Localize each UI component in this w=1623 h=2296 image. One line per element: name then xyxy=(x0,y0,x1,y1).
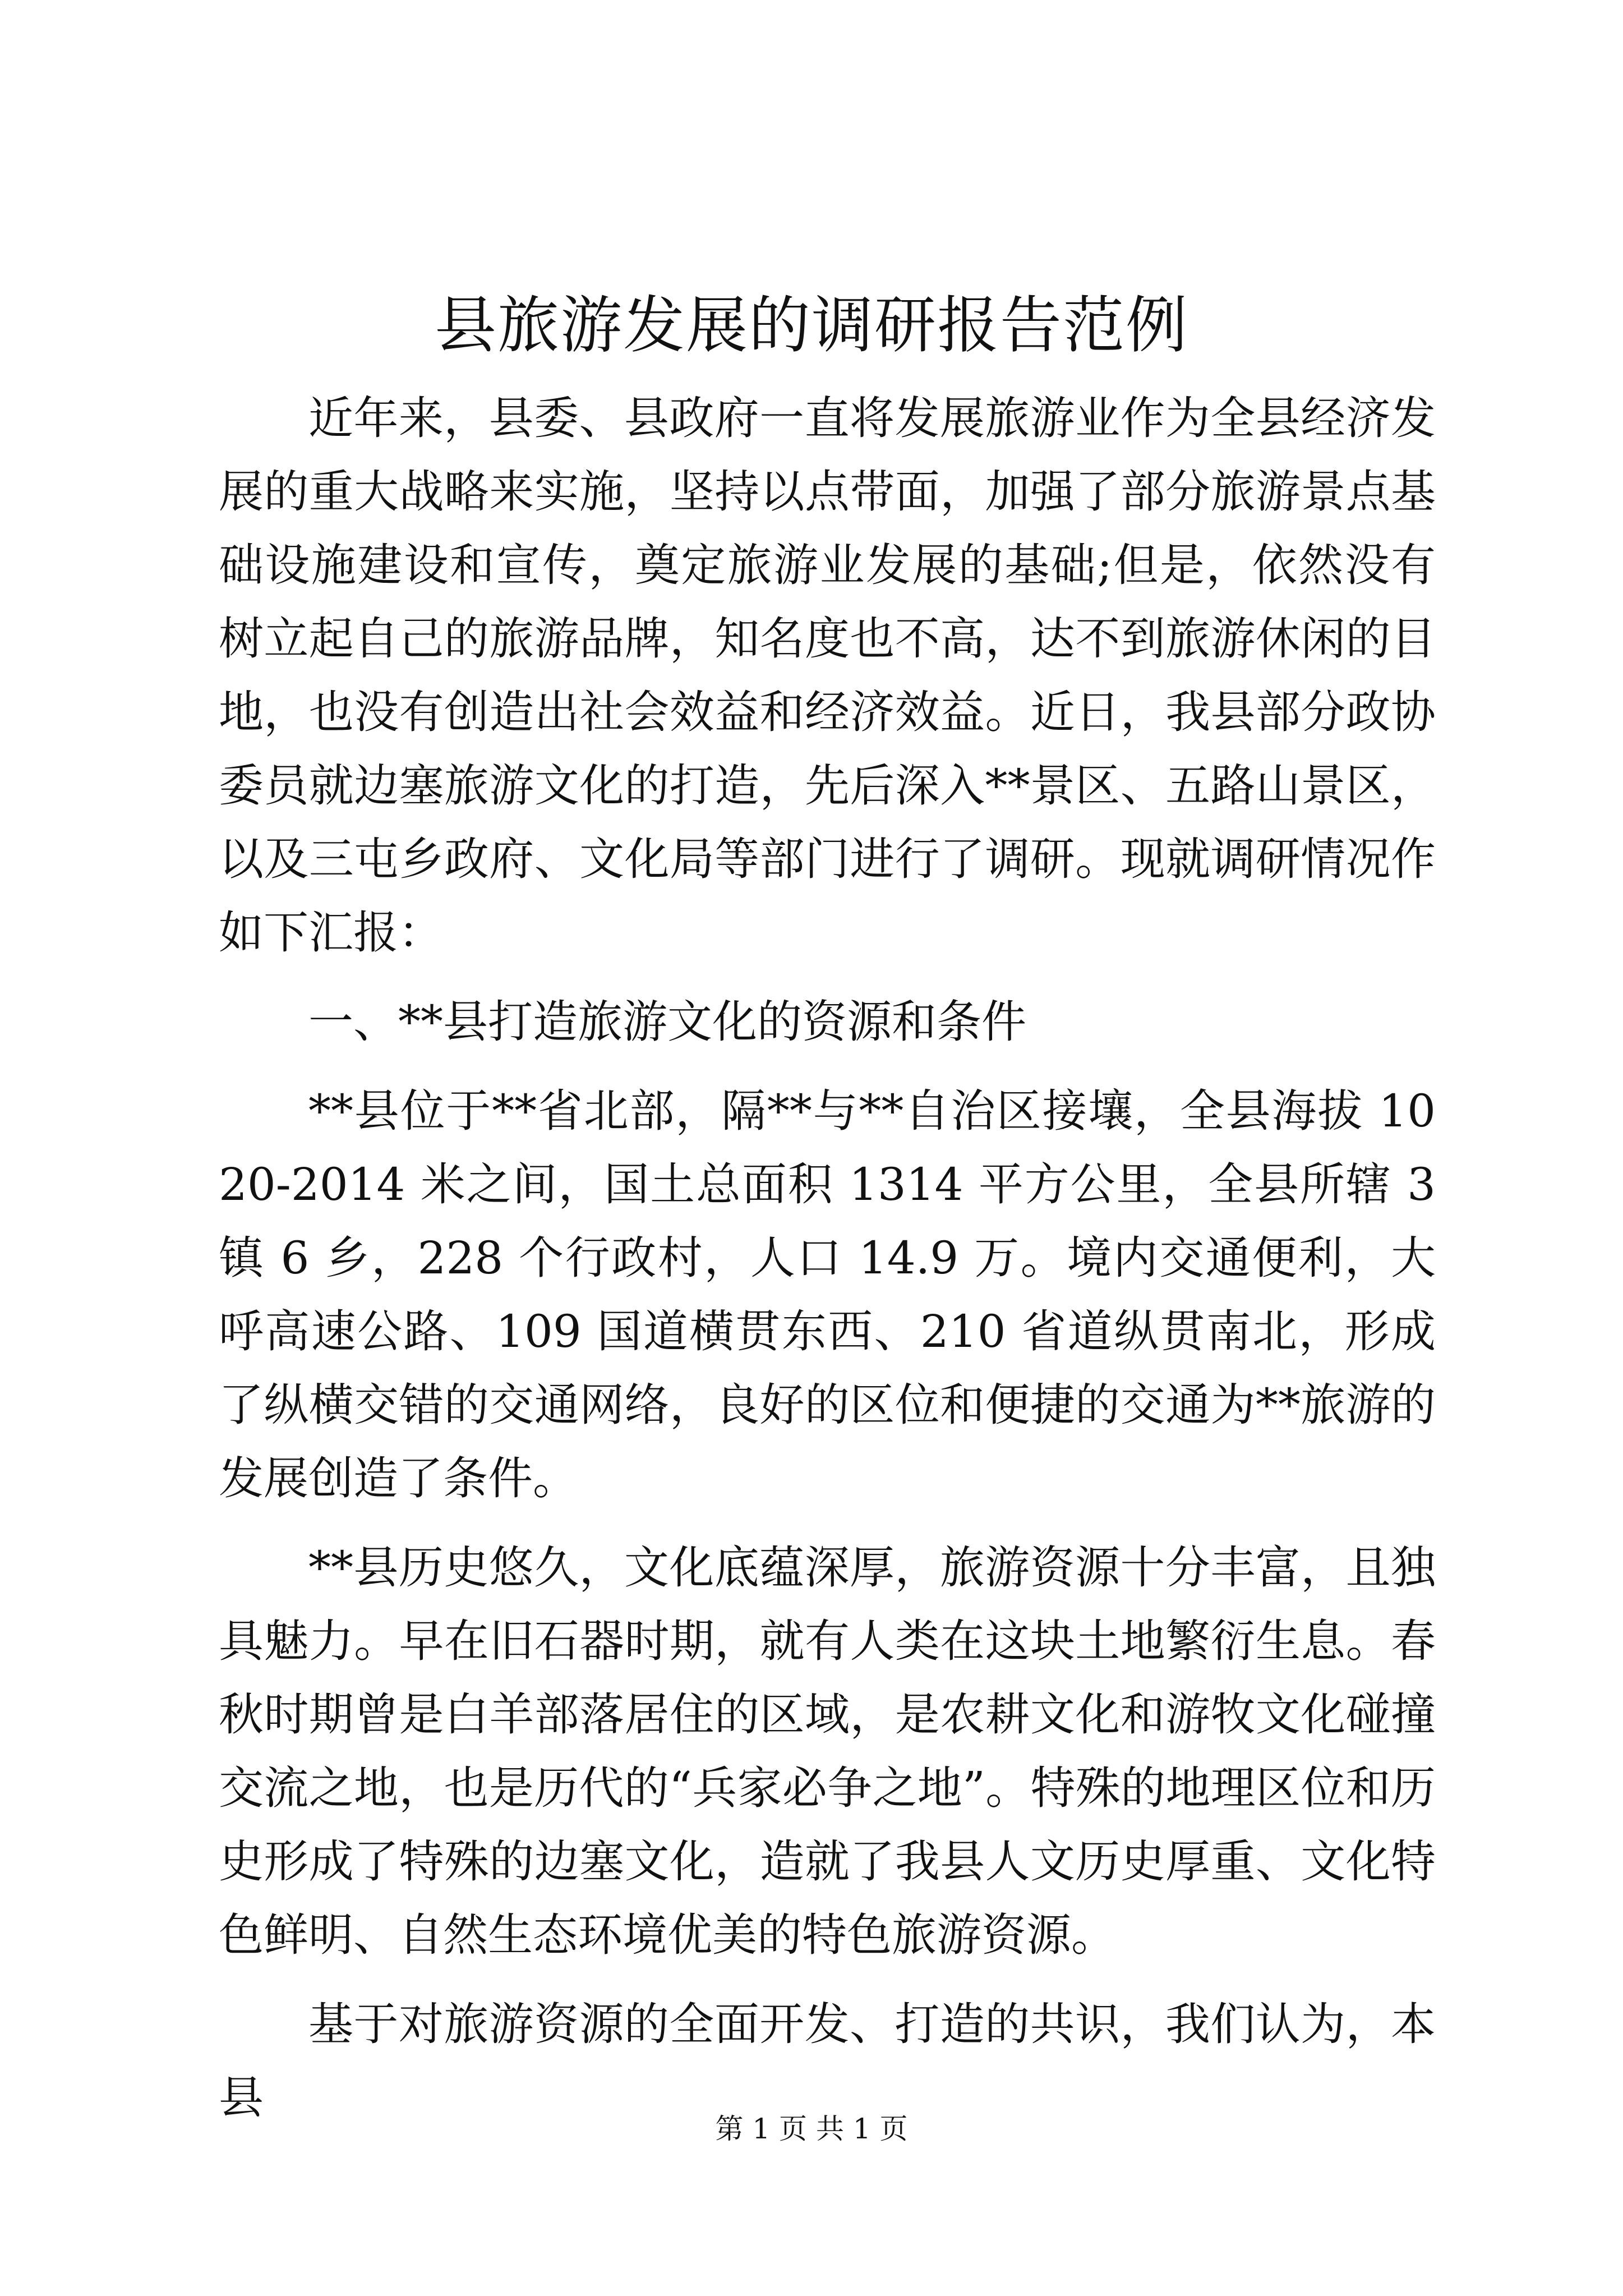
paragraph-history: **县历史悠久，文化底蕴深厚，旅游资源十分丰富，且独具魅力。早在旧石器时期，就有人类在这块土地繁衍生息。春秋时期曾是白羊部落居住的区域，是农耕文化和游牧文化碰撞交流之地，也是历代的“兵家必争之地”。特殊的地理区位和历史形成了特殊的边塞文化，造就了我县人文历史厚重、文化特色鲜明、自然生态环境优美的特色旅游资源。 xyxy=(219,1542,1436,1961)
document-body xyxy=(219,381,1436,2150)
paragraph-location: **县位于**省北部，隔**与**自治区接壤，全县海拔 1020-2014 米之间，国土总面积 1314 平方公里，全县所辖 3 镇 6 乡，228 个行政村，人口 14.9 万。境内交通便利，大呼高速公路、109 国道横贯东西、210 省道纵贯南北，形成了纵横交错的交通网络，良好的区位和便捷的交通为**旅游的发展创造了条件。 xyxy=(219,1085,1436,1504)
page-number-footer: 第 1 页 共 1 页 xyxy=(715,2113,908,2145)
paragraph-intro: 近年来，县委、县政府一直将发展旅游业作为全县经济发展的重大战略来实施，坚持以点带面，加强了部分旅游景点基础设施建设和宣传，奠定旅游业发展的基础;但是，依然没有树立起自己的旅游品牌，知名度也不高，达不到旅游休闲的目地，也没有创造出社会效益和经济效益。近日，我县部分政协委员就边塞旅游文化的打造，先后深入**景区、五路山景区，以及三屯乡政府、文化局等部门进行了调研。现就调研情况作如下汇报： xyxy=(219,392,1436,959)
document-title: 县旅游发展的调研报告范例 xyxy=(435,289,1188,361)
section-heading: 一、**县打造旅游文化的资源和条件 xyxy=(308,996,1026,1048)
paragraph-consensus: 基于对旅游资源的全面开发、打造的共识，我们认为，本县 xyxy=(219,1998,1436,2124)
